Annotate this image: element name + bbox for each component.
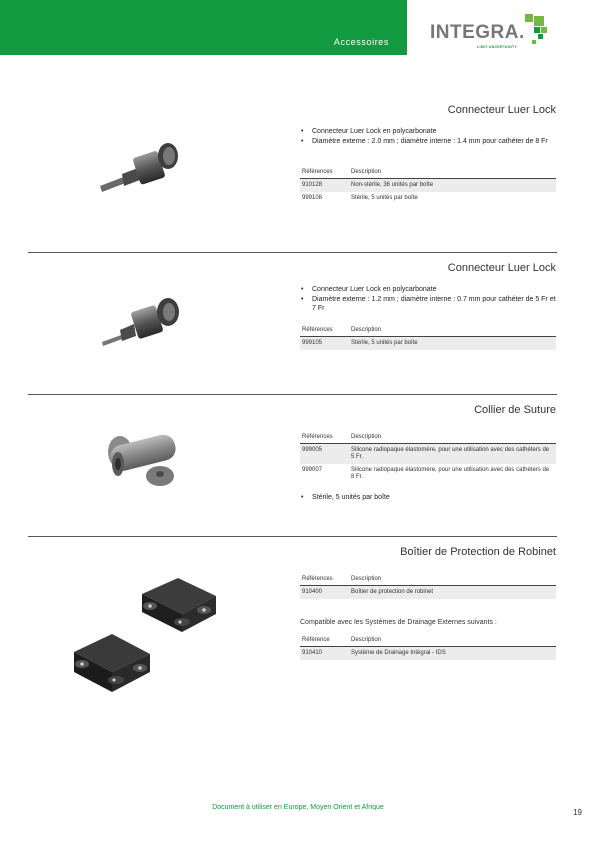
table-row	[300, 586, 556, 600]
table-row	[300, 464, 556, 484]
table-row	[300, 179, 556, 193]
table-row	[300, 192, 556, 205]
feature-item: • Connecteur Luer Lock en polycarbonate	[300, 285, 558, 294]
description-cell: Silicone radiopaque élastomère, pour une utilisation avec des cathéters de 8 Fr.	[351, 467, 550, 480]
compatibility-table	[300, 634, 556, 660]
description-cell: Non-stérile, 36 unités par boîte	[349, 179, 556, 193]
reference-table	[300, 166, 556, 205]
feature-item: • Diamètre externe : 1.2 mm ; diamètre interne : 0.7 mm pour cathéter de 5 Fr et 7 Fr	[300, 295, 558, 313]
column-header: Description	[349, 431, 556, 444]
logo-square	[541, 27, 547, 33]
footer-note: Document à utiliser en Europe, Moyen Orient et Afrique	[212, 804, 384, 811]
feature-list	[300, 285, 558, 314]
column-header: Références	[300, 324, 349, 337]
feature-item: • Stérile, 5 unités par boîte	[300, 493, 558, 502]
suture-collar-image	[102, 428, 182, 490]
table-row	[300, 444, 556, 465]
reference-cell: 910128	[300, 179, 349, 193]
description-cell: Système de Drainage Intégral - IDS	[349, 647, 556, 661]
table-row	[300, 647, 556, 661]
column-header: Description	[349, 634, 556, 647]
description-cell: Boîtier de protection de robinet	[349, 586, 556, 600]
product-title: Collier de Suture	[474, 404, 556, 416]
feature-item: • Diamètre externe : 2.0 mm ; diamètre interne : 1.4 mm pour cathéter de 8 Fr	[300, 137, 558, 146]
description-cell: Stérile, 5 unités par boîte	[349, 337, 556, 351]
column-header: Description	[349, 573, 556, 586]
product-title: Boîtier de Protection de Robinet	[400, 546, 556, 558]
column-header: Description	[349, 324, 556, 337]
logo-text: INTEGRA.	[430, 22, 525, 43]
reference-cell: 999007	[302, 467, 323, 473]
product-title: Connecteur Luer Lock	[447, 262, 556, 274]
logo-square	[532, 40, 536, 44]
column-header: Références	[300, 431, 349, 444]
column-header: Références	[300, 573, 349, 586]
product-title: Connecteur Luer Lock	[447, 104, 556, 116]
stopcock-protection-box-image	[70, 574, 222, 700]
logo-tagline: LIMIT UNCERTAINTY	[477, 45, 518, 49]
feature-list	[300, 127, 558, 147]
reference-table	[300, 573, 556, 599]
section-label: Accessoires	[333, 37, 389, 47]
page-number: 19	[573, 808, 582, 817]
logo-square	[538, 34, 543, 39]
reference-cell: 999108	[302, 195, 323, 201]
section-divider	[28, 252, 557, 253]
description-cell: Silicone radiopaque élastomère, pour une utilisation avec des cathéters de 5 Fr.	[349, 444, 556, 465]
column-header: Références	[300, 166, 349, 179]
table-row	[300, 337, 556, 351]
reference-cell: 999105	[300, 337, 349, 351]
luer-lock-connector-image	[98, 140, 184, 196]
reference-cell: 910410	[300, 647, 349, 661]
logo-square	[534, 16, 544, 26]
logo-square	[534, 27, 540, 33]
feature-item: • Connecteur Luer Lock en polycarbonate	[300, 127, 558, 136]
section-divider	[28, 394, 557, 395]
section-divider	[28, 536, 557, 537]
feature-list	[300, 493, 558, 503]
reference-cell: 999005	[300, 444, 349, 465]
header-bar	[0, 0, 407, 55]
luer-lock-connector-image	[100, 296, 184, 350]
reference-table	[300, 324, 556, 350]
reference-cell: 910400	[300, 586, 349, 600]
logo-square	[525, 14, 533, 22]
reference-table	[300, 431, 556, 484]
integra-logo	[430, 14, 560, 56]
compatibility-note: Compatible avec les Systèmes de Drainage Externes suivants :	[300, 619, 497, 626]
column-header: Référence	[300, 634, 349, 647]
column-header: Description	[349, 166, 556, 179]
description-cell: Stérile, 5 unités par boîte	[351, 195, 418, 201]
